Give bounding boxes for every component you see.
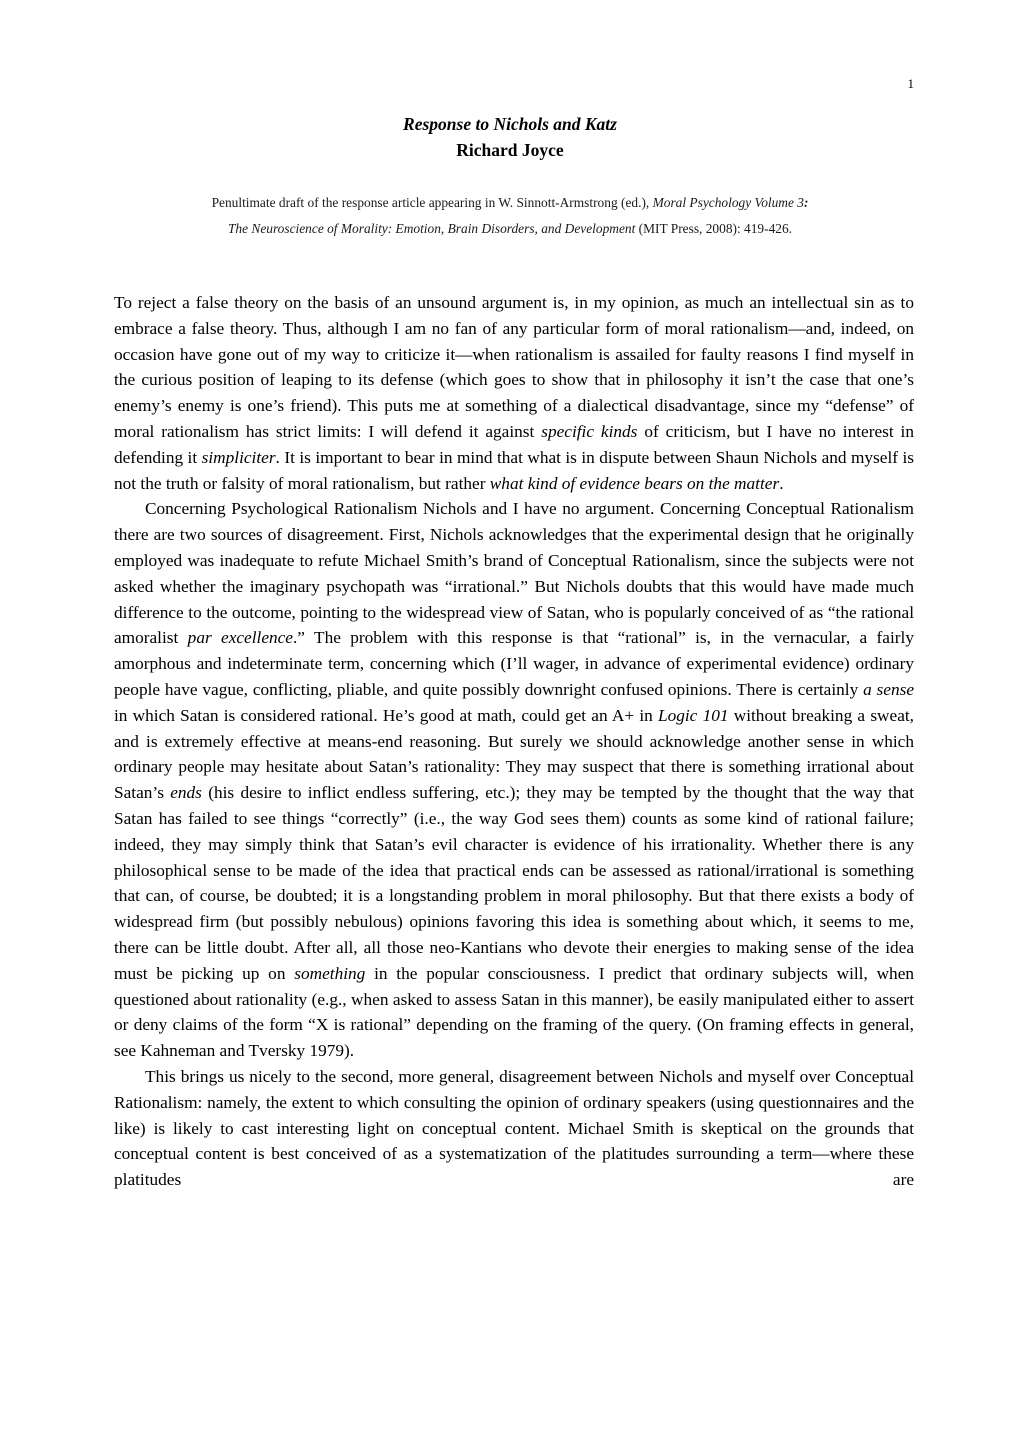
text-run: To reject a false theory on the basis of an unsound argument is, in my opinion, as much an intellectual sin as to embrace a false theory. Thus, although I am no fan of any particular form of moral rationalism—and, indeed, on occasion have gone out of my way to criticize it—when rationalism is assailed for faulty reasons I find myself in the curious position of leaping to its defense (which goes to show that in philosophy it isn’t the case that one’s enemy’s enemy is one’s friend). This puts me at something of a dialectical disadvantage, since my “defense” of moral rationalism has strict limits: I will defend it against (114, 293, 914, 441)
paragraph (114, 496, 914, 1064)
text-run: in which Satan is considered rational. He’s good at math, could get an A+ in (114, 705, 658, 725)
italic-text-run: ends (170, 783, 202, 803)
author-name: Richard Joyce (456, 140, 564, 160)
text-run: . It is important to bear in mind that what is in dispute between Shaun Nichols and myself is not the truth or falsity of moral rationalism, but rather (114, 447, 914, 493)
italic-text-run: specific kinds (541, 421, 638, 441)
italic-text-run: something (294, 963, 366, 983)
text-run: (his desire to inflict endless suffering, etc.); they may be tempted by the thought that the way that Satan has failed to see things “correctly” (i.e., the way God sees them) counts as some kind of rational failure; indeed, they may simply think that Satan’s evil character is evidence of his irrationality. Whether there is any philosophical sense to be made of the idea that practical ends can be assessed as rational/irrational is something that can, of course, be doubted; it is a longstanding problem in moral philosophy. But that there exists a body of widespread firm (but possibly nebulous) opinions favoring this idea is something about which, it seems to me, there can be little doubt. After all, all those neo-Kantians who devote their energies to making sense of the idea must be picking up on (114, 783, 914, 983)
italic-text-run: par excellence (187, 628, 293, 648)
article-title: Response to Nichols and Katz (403, 114, 617, 134)
body-text (114, 290, 914, 1193)
text-run: . (779, 473, 784, 493)
citation-colon: : (803, 195, 809, 210)
citation-prefix: Penultimate draft of the response article appearing in W. Sinnott-Armstrong (ed.), (211, 195, 653, 210)
citation-book-title: Moral Psychology Volume 3 (652, 195, 804, 210)
italic-text-run: Logic 101 (657, 705, 729, 725)
paragraph (114, 290, 914, 496)
citation-book-subtitle: The Neuroscience of Morality: Emotion, Brain Disorders, and Development (227, 221, 636, 236)
citation-note (110, 190, 910, 242)
text-run: of criticism, but I have no interest in defending it (114, 421, 915, 467)
italic-text-run: a sense (863, 679, 914, 699)
text-run: Concerning Psychological Rationalism Nichols and I have no argument. Concerning Conceptual Rationalism there are two sources of disagreement. First, Nichols acknowledges that the experimental design that he originally employed was inadequate to refute Michael Smith’s brand of Conceptual Rationalism, since the subjects were not asked whether the imaginary psychopath was “irrational.” But Nichols doubts that this would have made much difference to the outcome, pointing to the widespread view of Satan, who is popularly conceived of as “the rational amoralist (114, 499, 914, 648)
paragraph (114, 1064, 914, 1193)
italic-text-run: simpliciter (201, 447, 276, 467)
title-block (0, 111, 1020, 163)
text-run: .” The problem with this response is that “rational” is, in the vernacular, a fairly amorphous and indeterminate term, concerning which (I’ll wager, in advance of experimental evidence) ordinary people have vague, conflicting, pliable, and quite possibly downright confused opinions. There is certainly (114, 628, 914, 699)
citation-suffix: (MIT Press, 2008): 419-426. (635, 221, 793, 236)
text-run: in the popular consciousness. I predict that ordinary subjects will, when questioned about rationality (e.g., when asked to assess Satan in this manner), be easily manipulated either to assert or deny claims of the form “X is rational” depending on the framing of the query. (On framing effects in general, see Kahneman and Tversky 1979). (114, 963, 915, 1061)
text-run: without breaking a sweat, and is extremely effective at means-end reasoning. But surely we should acknowledge another sense in which ordinary people may hesitate about Satan’s rationality: They may suspect that there is something irrational about Satan’s (114, 705, 914, 803)
text-run: This brings us nicely to the second, more general, disagreement between Nichols and myself over Conceptual Rationalism: namely, the extent to which consulting the opinion of ordinary speakers (using questionnaires and the like) is likely to cast interesting light on conceptual content. Michael Smith is skeptical on the grounds that conceptual content is best conceived of as a systematization of the platitudes surrounding a term—where these platitudes are (114, 1066, 914, 1190)
italic-text-run: what kind of evidence bears on the matter (489, 473, 780, 493)
page-number: 1 (907, 76, 914, 91)
